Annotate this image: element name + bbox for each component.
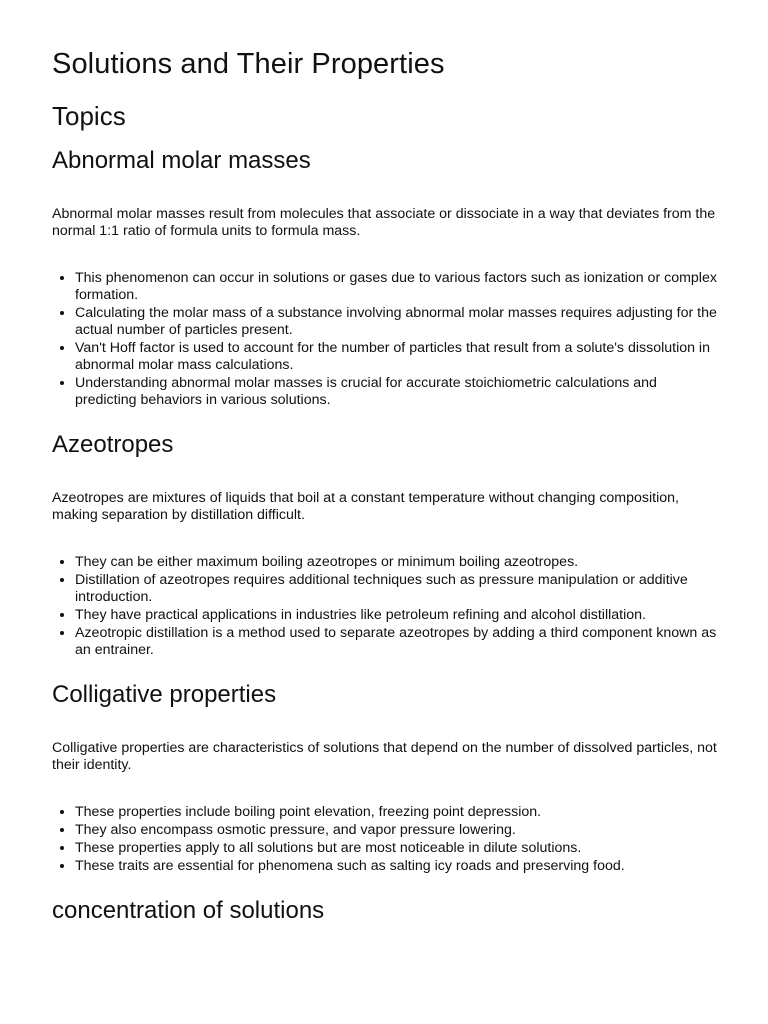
section-heading: Abnormal molar masses [52,147,311,174]
section-intro: Abnormal molar masses result from molecules that associate or dissociate in a way that deviates from the normal 1:1 ratio of formula units to formula mass. [52,206,716,239]
list-item: • Van't Hoff factor is used to account for the number of particles that result from a solute's dissolution in abnormal molar mass calculations. [75,339,718,374]
list-item: • These traits are essential for phenomena such as salting icy roads and preserving food. [75,857,718,875]
list-item: • Understanding abnormal molar masses is crucial for accurate stoichiometric calculations and predicting behaviors in various solutions. [75,374,718,409]
list-item: • This phenomenon can occur in solutions or gases due to various factors such as ionization or complex formation. [75,269,718,304]
list-item: • These properties apply to all solutions but are most noticeable in dilute solutions. [75,839,718,857]
section-abnormal-molar-masses [52,146,718,409]
section-concentration-of-solutions [52,896,718,926]
section-heading: concentration of solutions [52,897,325,924]
list-item: • Calculating the molar mass of a substance involving abnormal molar masses requires adjusting for the actual number of particles present. [75,304,718,339]
section-colligative-properties [52,680,718,875]
bullet-list [52,553,718,659]
topics-heading: Topics [52,101,126,131]
bullet-list [52,269,718,409]
section-heading: Azeotropes [52,431,174,458]
document-title: Solutions and Their Properties [52,48,445,80]
bullet-list [52,803,718,875]
list-item: • These properties include boiling point elevation, freezing point depression. [75,803,718,821]
section-intro: Azeotropes are mixtures of liquids that boil at a constant temperature without changing composition, making separation by distillation difficult. [52,490,679,523]
section-azeotropes [52,430,718,659]
section-intro: Colligative properties are characteristics of solutions that depend on the number of dissolved particles, not their identity. [52,740,717,773]
list-item: • Distillation of azeotropes requires additional techniques such as pressure manipulation or additive introduction. [75,571,718,606]
list-item: • They can be either maximum boiling azeotropes or minimum boiling azeotropes. [75,553,718,571]
list-item: • They have practical applications in industries like petroleum refining and alcohol distillation. [75,606,718,624]
list-item: • Azeotropic distillation is a method used to separate azeotropes by adding a third component known as an entrainer. [75,624,718,659]
list-item: • They also encompass osmotic pressure, and vapor pressure lowering. [75,821,718,839]
section-heading: Colligative properties [52,681,277,708]
